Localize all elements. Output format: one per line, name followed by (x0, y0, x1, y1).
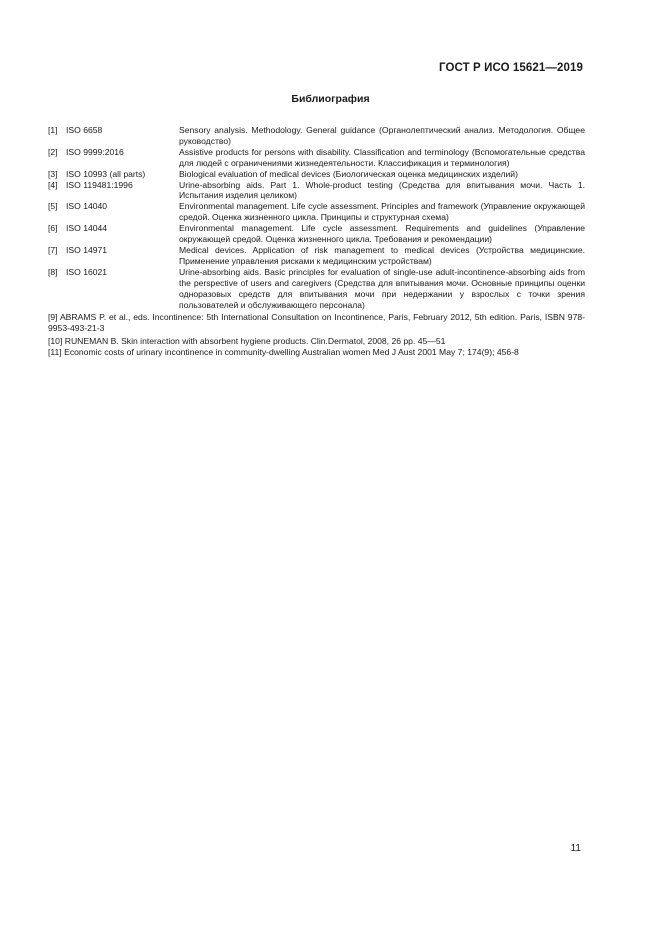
reference-description: Assistive products for persons with disability. Classification and terminology (Вспомогательные средства для людей с ограничениями жизнедеятельности. Классификация и терминология) (179, 146, 585, 168)
reference-number: [9] (48, 312, 60, 323)
reference-number: [1] (48, 125, 58, 135)
reference-item-1 (48, 125, 585, 147)
reference-number: [5] (48, 201, 58, 212)
reference-item-2 (48, 147, 585, 169)
reference-description: Environmental management. Life cycle assessment. Principles and framework (Управление окружающей средой. Оценка жизненного цикла. Принципы и структурная схема) (179, 201, 585, 223)
reference-code: ISO 119481:1996 (66, 179, 133, 190)
reference-description: Urine-absorbing aids. Part 1. Whole-product testing (Средства для впитывания мочи. Часть 1. Испытания изделия целиком) (179, 179, 585, 201)
reference-item-7 (48, 245, 585, 267)
reference-item-3 (48, 169, 585, 180)
reference-item-5 (48, 201, 585, 223)
reference-number: [8] (48, 266, 58, 277)
reference-item-8 (48, 267, 585, 311)
reference-code: ISO 10993 (all parts) (66, 168, 146, 179)
reference-description: Sensory analysis. Methodology. General guidance (Органолептический анализ. Методология. Общее руководство) (179, 125, 585, 146)
reference-number: [7] (48, 244, 58, 255)
reference-code: ISO 9999:2016 (66, 146, 124, 157)
reference-item-11 (48, 347, 585, 358)
page-number: 11 (570, 843, 581, 854)
reference-description: Medical devices. Application of risk management to medical devices (Устройства медицинские. Применение управления рисками к медицинским устройствам) (179, 244, 585, 266)
reference-item-6 (48, 223, 585, 245)
reference-item-9 (48, 312, 585, 334)
reference-number: [6] (48, 223, 58, 234)
reference-description: Biological evaluation of medical devices (Биологическая оценка медицинских изделий) (179, 168, 518, 179)
reference-description: Environmental management. Life cycle assessment. Requirements and guidelines (Управление окружающей средой. Оценка жизненного цикла. Требования и рекомендации) (179, 223, 585, 245)
reference-item-4 (48, 180, 585, 202)
standard-header: ГОСТ Р ИСО 15621—2019 (438, 62, 583, 74)
reference-number: [4] (48, 179, 58, 190)
reference-code: ISO 14044 (66, 223, 108, 234)
reference-number: [2] (48, 146, 58, 157)
reference-code: ISO 16021 (66, 266, 108, 277)
reference-description: Urine-absorbing aids. Basic principles for evaluation of single-use adult-incontinence-absorbing aids from the perspective of users and caregivers (Средства для впитывания мочи. Основные принципы оценки одноразовых средств для впитывания мочи при недержании у взрослых с точки зрения пользователей и обслуживающего персонала) (179, 266, 585, 310)
reference-code: ISO 14040 (66, 201, 108, 212)
reference-item-10 (48, 336, 585, 347)
reference-number: [11] (48, 347, 65, 358)
reference-number: [10] (48, 336, 65, 347)
reference-code: ISO 14971 (66, 244, 108, 255)
reference-description: ABRAMS P. et al., eds. Incontinence: 5th International Consultation on Incontinence, Paris, February 2012, 5th edition. Paris, ISBN 978-9953-493-21-3 (48, 312, 585, 334)
bibliography-list (48, 125, 585, 358)
reference-description: RUNEMAN B. Skin interaction with absorbent hygiene products. Clin.Dermatol, 2008, 26 pp. 45—51 (64, 336, 446, 347)
reference-description: Economic costs of urinary incontinence in community-dwelling Australian women Med J Aust 2001 May 7; 174(9); 456-8 (64, 347, 519, 358)
bibliography-title: Библиография (291, 93, 370, 105)
reference-code: ISO 6658 (66, 125, 103, 135)
reference-number: [3] (48, 168, 58, 179)
